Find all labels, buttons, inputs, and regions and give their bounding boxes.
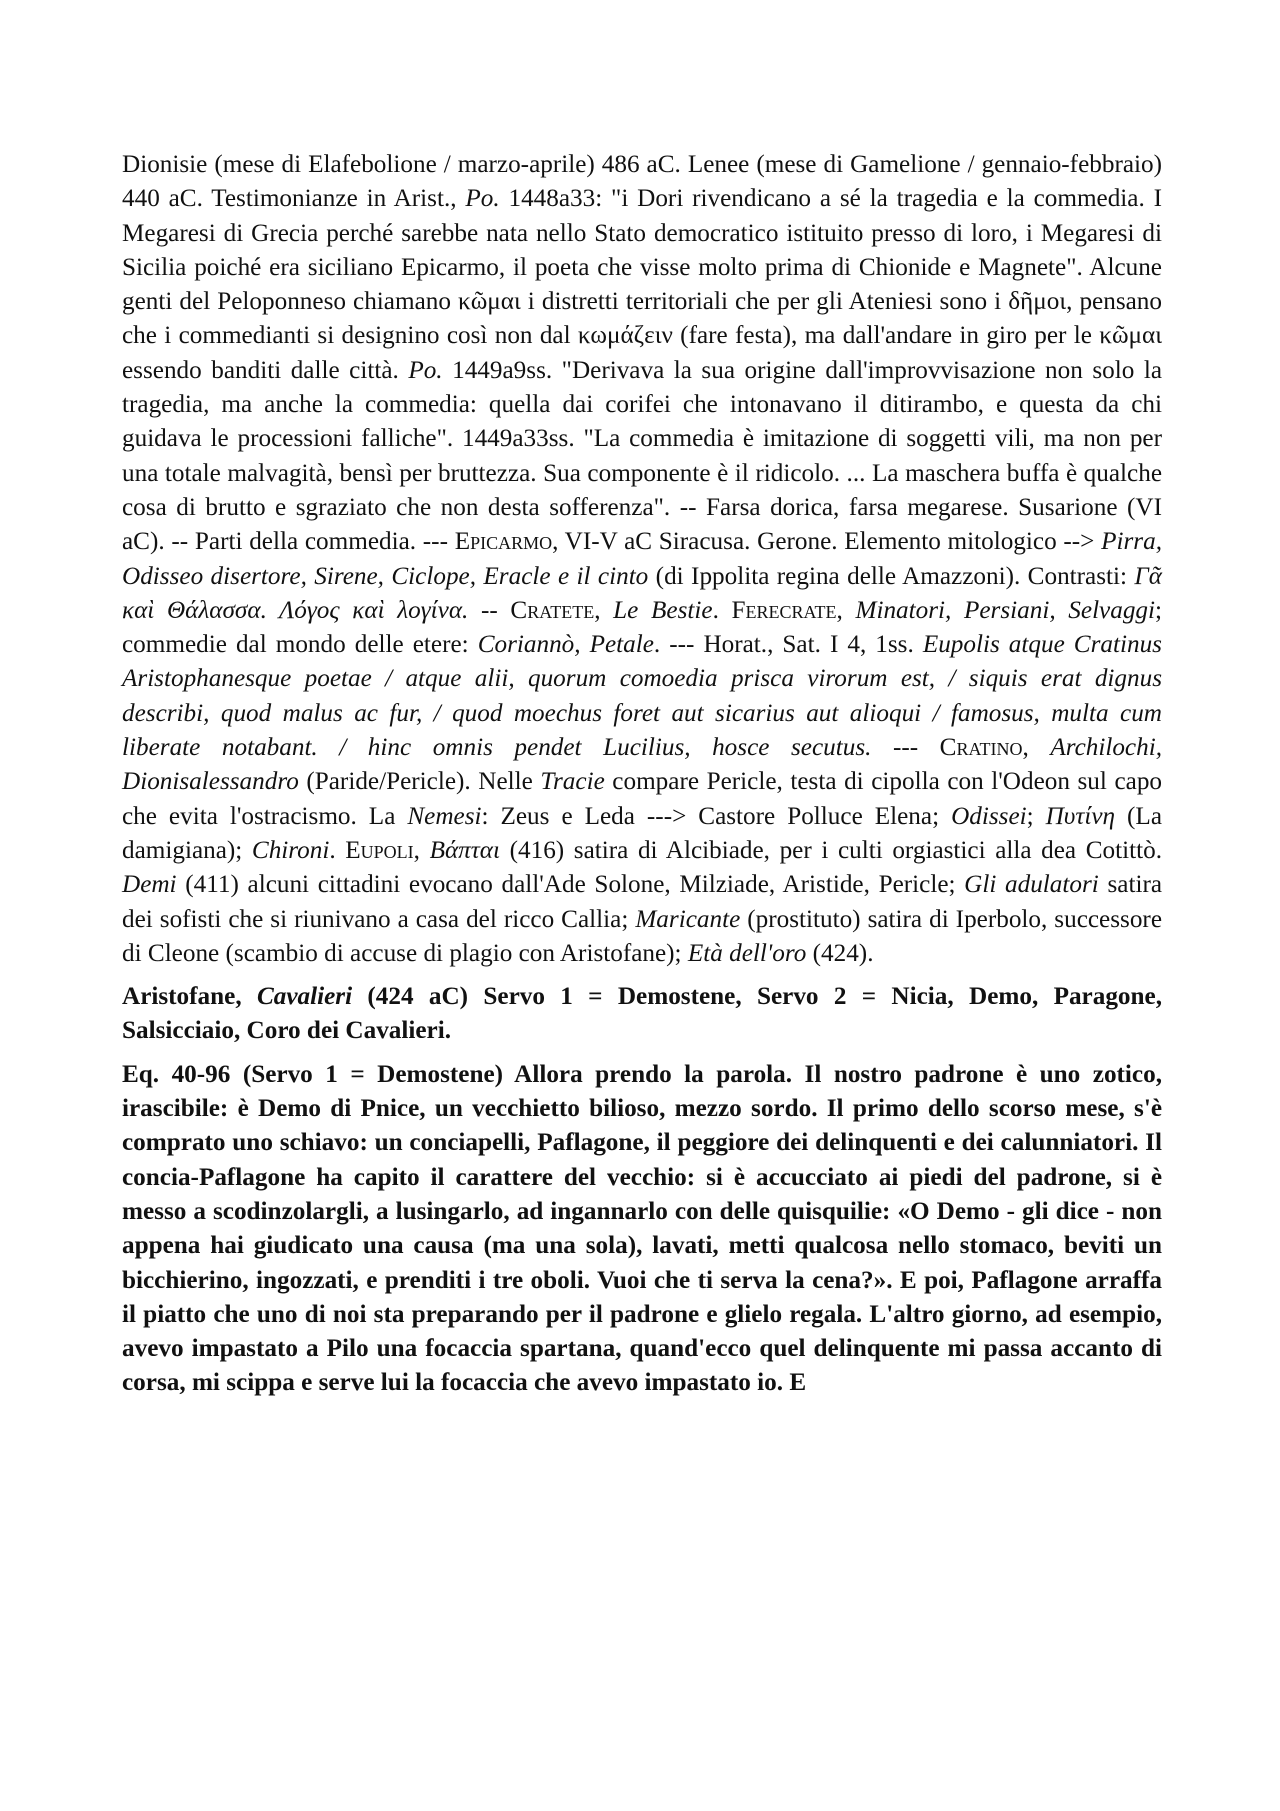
text-run: (di Ippolita regina delle Amazzoni). Contrasti: <box>648 562 1135 590</box>
italic-text: Γᾶ καὶ Θάλασσα. Λόγος καὶ λογίνα. <box>122 562 1162 624</box>
text-run: Dionisie (mese di Elafebolione / marzo-aprile) 486 aC. Lenee (mese di Gamelione / gennaio-febbraio) 440 aC. Testimonianze in Arist., <box>122 151 1162 213</box>
text-run: (La damigiana); <box>122 802 1162 864</box>
text-run: , <box>1022 734 1051 762</box>
italic-text: Maricante <box>635 905 741 933</box>
text-run: satira dei sofisti che si riunivano a casa del ricco Callia; <box>122 871 1163 933</box>
text-run: : Zeus e Leda ---> Castore Polluce Elena; <box>481 802 952 830</box>
text-run: , <box>836 596 856 624</box>
text-run: (411) alcuni cittadini evocano dall'Ade Solone, Milziade, Aristide, Pericle; <box>176 871 965 899</box>
paragraph-cavalieri-heading <box>122 980 1162 1049</box>
italic-text: Po. <box>408 356 443 384</box>
text-run: 1449a9ss. "Derivava la sua origine dall'improvvisazione non solo la tragedia, ma anche la commedia: quella dai corifei che intonavano il ditirambo, e questa da chi guidava le processioni falliche". 1449a33ss. "La commedia è imitazione di soggetti vili, ma non per una totale malvagità, bensì per bruttezza. Sua componente è il ridicolo. ... La maschera buffa è qualche cosa di brutto e sgraziato che non desta sofferenza". -- Farsa dorica, farsa megarese. Susarione (VI aC). -- Parti della commedia. --- <box>122 356 1163 556</box>
text-run: --- <box>871 734 940 762</box>
paragraph-eq-40-96 <box>122 1058 1162 1401</box>
text-run: (Paride/Pericle). Nelle <box>298 768 541 796</box>
italic-text: Cavalieri <box>256 983 353 1011</box>
italic-text: Pirra, Odisseo disertore, Sirene, Ciclope, Eracle e il cinto <box>122 528 1162 590</box>
italic-text: Le Bestie <box>613 596 713 624</box>
italic-text: Demi <box>122 871 177 899</box>
author-name: Cratete <box>510 596 595 624</box>
text-run: . <box>712 596 732 624</box>
paragraph-intro-commedia <box>122 148 1162 971</box>
italic-text: Odissei <box>951 802 1027 830</box>
author-name: Cratino <box>939 734 1023 762</box>
italic-text: Archilochi, Dionisalessandro <box>122 734 1162 796</box>
italic-text: Πυτίνη <box>1045 802 1116 830</box>
text-run: , VI-V aC Siracusa. Gerone. Elemento mitologico --> <box>552 528 1102 556</box>
text-run: (prostituto) satira di Iperbolo, successore di Cleone (scambio di accuse di plagio con Aristofane); <box>122 905 1162 967</box>
text-run: . <box>329 836 346 864</box>
italic-text: Minatori, Persiani, Selvaggi <box>855 596 1156 624</box>
text-run: (424). <box>806 939 874 967</box>
italic-text: Gli adulatori <box>964 871 1099 899</box>
text-run: Aristofane, <box>122 983 257 1011</box>
text-run: 1448a33: "i Dori rivendicano a sé la tragedia e la commedia. I Megaresi di Grecia perché sarebbe nata nello Stato democratico istituito presso di loro, i Megaresi di Sicilia poiché era siciliano Epicarmo, il poeta che visse molto prima di Chionide e Magnete". Alcune genti del Peloponneso chiamano κῶμαι i distretti territoriali che per gli Ateniesi sono i δῆμοι, pensano che i commedianti si designino così non dal κωμάζειν (fare festa), ma dall'andare in giro per le κῶμαι essendo banditi dalle città. <box>122 185 1162 384</box>
italic-text: Tracie <box>540 768 605 796</box>
text-run: , <box>594 596 614 624</box>
italic-text: Coriannò, Petale <box>477 631 654 659</box>
text-run: (416) satira di Alcibiade, per i culti orgiastici alla dea Cotittò. <box>500 836 1162 864</box>
text-run: Eq. 40-96 (Servo 1 = Demostene) Allora prendo la parola. Il nostro padrone è uno zotico, irascibile: è Demo di Pnice, un vecchietto bilioso, mezzo sordo. Il primo dello scorso mese, s'è comprato uno schiavo: un conciapelli, Paflagone, il peggiore dei delinquenti e dei calunniatori. Il concia-Paflagone ha capito il carattere del vecchio: si è accucciato ai piedi del padrone, si è messo a scodinzolargli, a lusingarlo, ad ingannarlo con delle quisquilie: «O Demo - gli dice - non appena hai giudicato una causa (ma una sola), lavati, metti qualcosa nello stomaco, beviti un bicchierino, ingozzati, e prenditi i tre oboli. Vuoi che ti serva la cena?». E poi, Paflagone arraffa il piatto che uno di noi sta preparando per il padrone e glielo regala. L'altro giorno, ad esempio, avevo impastato a Pilo una focaccia spartana, quand'ecco quel delinquente mi passa accanto di corsa, mi scippa e serve lui la focaccia che avevo impastato io. E <box>122 1060 1162 1397</box>
italic-text: Βάπται <box>429 836 501 864</box>
italic-text: Età dell'oro <box>687 939 807 967</box>
text-run: (424 aC) Servo 1 = Demostene, Servo 2 = Nicia, Demo, Paragone, Salsicciaio, Coro dei Cavalieri. <box>122 983 1162 1045</box>
text-run: , <box>413 836 430 864</box>
italic-text: Po. <box>465 185 500 213</box>
text-run: -- <box>468 596 511 624</box>
text-run: compare Pericle, testa di cipolla con l'Odeon sul capo che evita l'ostracismo. La <box>122 768 1163 830</box>
text-run: . --- Horat., Sat. I 4, 1ss. <box>653 631 923 659</box>
document-page <box>122 148 1162 1401</box>
italic-text: Eupolis atque Cratinus Aristophanesque poetae / atque alii, quorum comoedia prisca virorum est, / siquis erat dignus describi, quod malus ac fur, / quod moechus foret aut sicarius aut alioqui / famosus, multa cum liberate notabant. / hinc omnis pendet Lucilius, hosce secutus. <box>122 631 1162 762</box>
text-run: ; commedie dal mondo delle etere: <box>122 596 1163 659</box>
text-run: ; <box>1026 802 1046 830</box>
italic-text: Nemesi <box>407 802 482 830</box>
author-name: Epicarmo <box>454 528 553 556</box>
author-name: Ferecrate <box>731 596 837 624</box>
author-name: Eupoli <box>345 836 414 864</box>
italic-text: Chironi <box>251 836 330 864</box>
